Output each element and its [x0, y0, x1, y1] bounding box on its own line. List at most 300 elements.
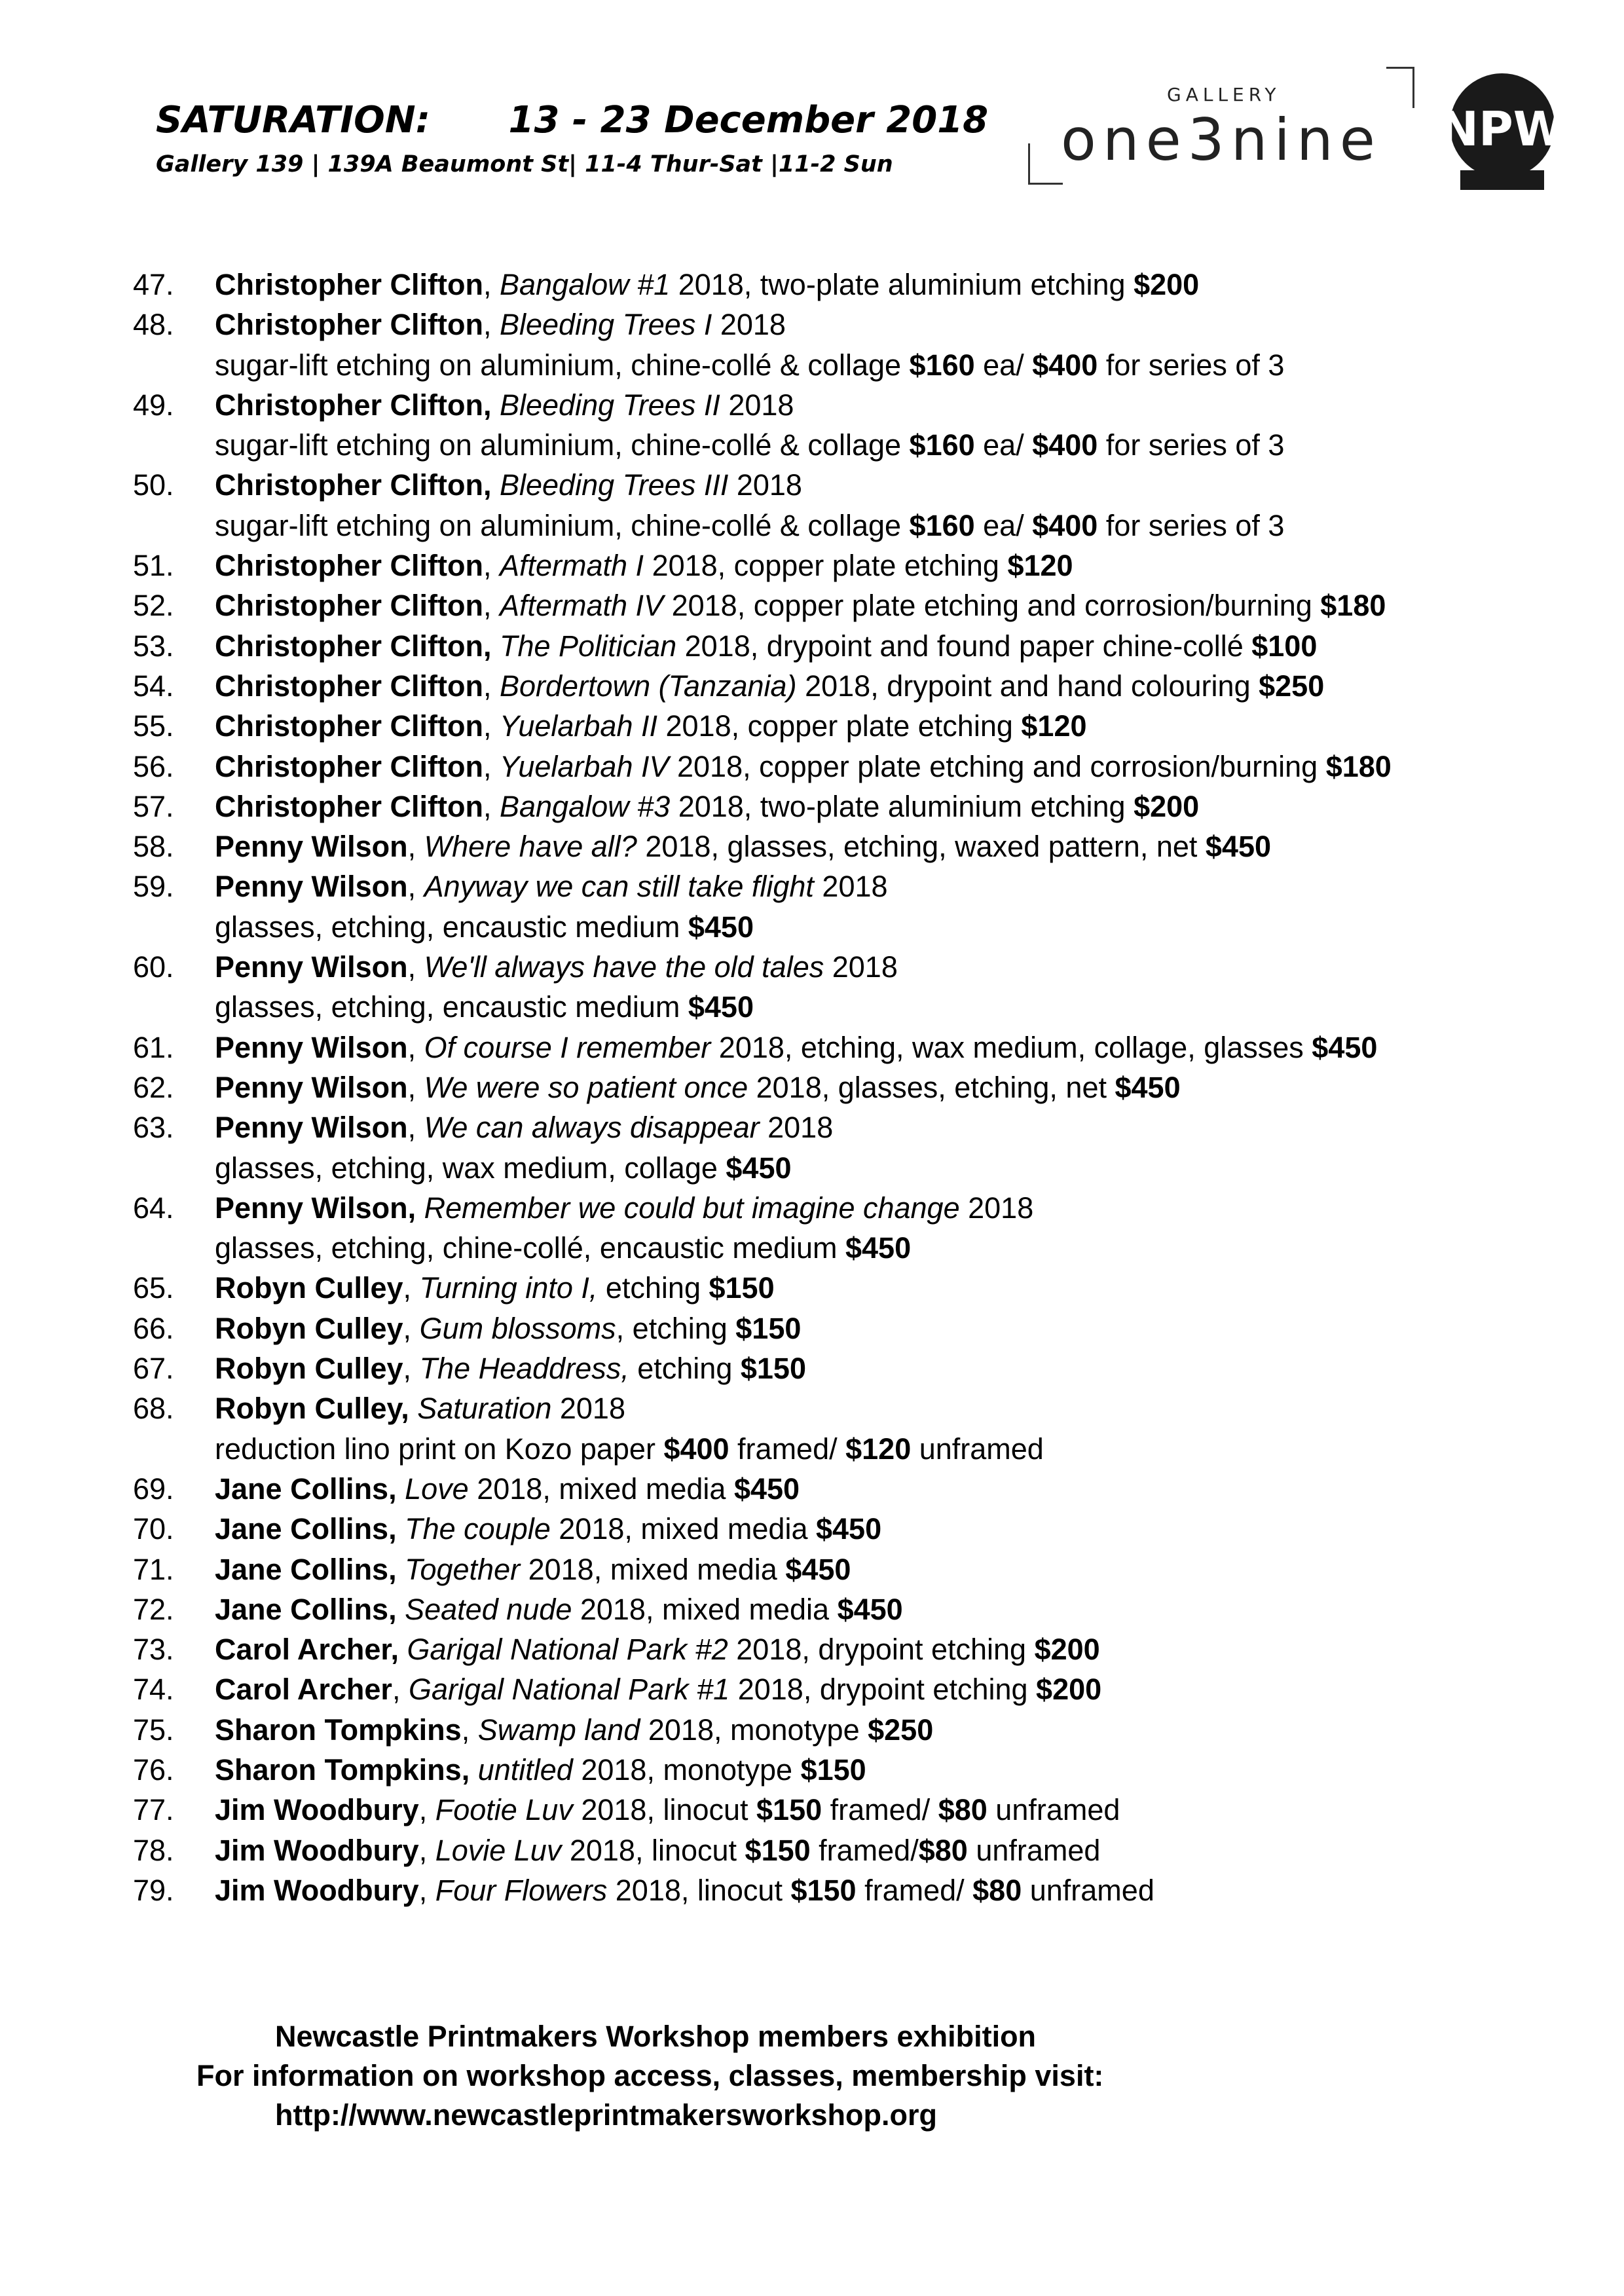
item-number: 68.: [133, 1392, 174, 1426]
item-description: [215, 1268, 775, 1308]
list-item: [133, 1268, 1574, 1308]
artwork-details: 2018: [551, 1392, 625, 1426]
artwork-price: $450: [785, 1552, 851, 1586]
artwork-title: Bangalow #1: [499, 268, 671, 301]
artwork-price: $250: [868, 1713, 934, 1747]
item-description: [215, 1067, 1181, 1107]
list-item-continuation: [133, 345, 1574, 385]
item-description: [215, 947, 898, 987]
artist-name: Christopher Clifton,: [215, 468, 492, 502]
artwork-medium: reduction lino print on Kozo paper: [215, 1432, 664, 1466]
artwork-details: 2018: [959, 1191, 1034, 1225]
item-description: [215, 1830, 1100, 1870]
artwork-price: $150: [735, 1311, 802, 1345]
item-number: 71.: [133, 1552, 174, 1586]
list-item-continuation: [133, 907, 1574, 947]
artwork-title: Garigal National Park #1: [408, 1673, 730, 1707]
list-item: [133, 1589, 1574, 1629]
list-item: [133, 1750, 1574, 1790]
artwork-details: 2018: [824, 950, 898, 984]
item-description: [215, 1870, 1154, 1910]
artwork-title: Bleeding Trees I: [499, 308, 712, 342]
artwork-details: 2018: [712, 308, 786, 342]
artwork-details: 2018, drypoint and found paper chine-collé: [676, 629, 1252, 663]
item-number: 59.: [133, 870, 174, 904]
artwork-details: etching: [597, 1271, 709, 1305]
separator: ,: [403, 1271, 420, 1305]
artwork-price: $450: [1312, 1030, 1378, 1064]
item-description: [215, 585, 1386, 625]
item-description-continued: [215, 425, 1284, 465]
separator: ,: [392, 1673, 409, 1707]
artwork-details: 2018: [720, 388, 794, 422]
list-item-continuation: [133, 987, 1574, 1027]
item-number: 57.: [133, 789, 174, 823]
artwork-details: 2018, glasses, etching, waxed pattern, net: [637, 830, 1206, 864]
item-description-continued: [215, 345, 1284, 385]
item-description: [215, 866, 888, 906]
item-number: 79.: [133, 1873, 174, 1907]
artwork-list: [133, 265, 1574, 1910]
list-item-continuation: [133, 506, 1574, 546]
artwork-price: $150: [709, 1271, 775, 1305]
item-description-continued: [215, 506, 1284, 546]
list-item: [133, 666, 1574, 706]
artist-name: Sharon Tompkins: [215, 1713, 462, 1747]
item-description-continued: [215, 1148, 792, 1188]
list-item: [133, 1830, 1574, 1870]
artwork-details: 2018, drypoint and hand colouring: [796, 669, 1259, 703]
item-number: 62.: [133, 1070, 174, 1104]
item-number: 51.: [133, 549, 174, 583]
artwork-details: , etching: [616, 1311, 736, 1345]
separator: ,: [418, 1793, 435, 1827]
separator: ,: [483, 709, 500, 743]
item-description: [215, 1348, 806, 1388]
list-item: [133, 1308, 1574, 1348]
item-description: [215, 666, 1324, 706]
artwork-price: $150: [790, 1873, 857, 1907]
artwork-medium: glasses, etching, wax medium, collage: [215, 1151, 726, 1185]
artwork-price: $450: [688, 990, 754, 1024]
list-item: [133, 1509, 1574, 1549]
separator: ,: [407, 870, 424, 904]
artwork-details: 2018, linocut: [561, 1833, 745, 1867]
separator: ,: [483, 789, 500, 823]
artwork-medium: sugar-lift etching on aluminium, chine-collé & collage: [215, 428, 910, 462]
separator: ,: [407, 1070, 424, 1104]
list-item: [133, 787, 1574, 826]
list-item: [133, 866, 1574, 906]
list-item: [133, 1348, 1574, 1388]
artwork-title: Seated nude: [405, 1592, 572, 1626]
artist-name: Jim Woodbury: [215, 1873, 419, 1907]
artwork-medium: sugar-lift etching on aluminium, chine-collé & collage: [215, 348, 910, 382]
list-item: [133, 1188, 1574, 1228]
price-note: framed/: [810, 1833, 919, 1867]
item-number: 54.: [133, 669, 174, 703]
item-description: [215, 1549, 851, 1589]
artwork-title: Aftermath I: [499, 549, 644, 583]
artwork-details: 2018, copper plate etching and corrosion/burning: [663, 589, 1321, 623]
artwork-price: $200: [1036, 1673, 1102, 1707]
separator: ,: [418, 1873, 435, 1907]
item-description: [215, 1028, 1377, 1067]
artwork-title: The Headdress,: [419, 1352, 629, 1386]
artwork-title: The Politician: [499, 629, 677, 663]
artist-name: Robyn Culley: [215, 1271, 403, 1305]
artwork-title: Where have all?: [424, 830, 637, 864]
artwork-price-alt: $80: [938, 1793, 987, 1827]
item-number: 66.: [133, 1311, 174, 1345]
gallery-one3nine-logo: [1022, 64, 1414, 195]
list-item-continuation: [133, 1228, 1574, 1268]
artwork-title: Turning into I,: [419, 1271, 598, 1305]
item-description: [215, 1308, 801, 1348]
separator: ,: [418, 1833, 435, 1867]
footer-exhibition-line: Newcastle Printmakers Workshop members exhibition: [275, 2020, 1037, 2053]
artwork-title: Gum blossoms: [419, 1311, 616, 1345]
artwork-medium: glasses, etching, chine-collé, encaustic medium: [215, 1231, 845, 1265]
item-number: 77.: [133, 1793, 174, 1827]
artwork-price: $150: [740, 1352, 806, 1386]
artwork-details: 2018: [728, 468, 802, 502]
separator: ,: [483, 268, 500, 301]
item-description-continued: [215, 987, 754, 1027]
item-description: [215, 706, 1087, 746]
artist-name: Jim Woodbury: [215, 1833, 419, 1867]
artwork-details: 2018, copper plate etching: [644, 549, 1008, 583]
artwork-medium: sugar-lift etching on aluminium, chine-collé & collage: [215, 508, 910, 542]
separator: ,: [483, 669, 500, 703]
item-description-continued: [215, 907, 754, 947]
price-note: for series of 3: [1098, 348, 1285, 382]
item-number: 61.: [133, 1030, 174, 1064]
item-number: 69.: [133, 1472, 174, 1506]
artwork-price: $160: [909, 348, 975, 382]
item-description: [215, 465, 802, 505]
item-number: 78.: [133, 1833, 174, 1867]
price-note: framed/: [729, 1432, 846, 1466]
item-number: 48.: [133, 308, 174, 342]
item-description: [215, 1669, 1101, 1709]
separator: ,: [403, 1311, 420, 1345]
artwork-title: Of course I remember: [424, 1030, 711, 1064]
artwork-title: Bordertown (Tanzania): [499, 669, 797, 703]
artwork-details: 2018, etching, wax medium, collage, glasses: [710, 1030, 1312, 1064]
artwork-details: 2018, monotype: [572, 1752, 801, 1787]
artwork-details: 2018, mixed media: [572, 1592, 838, 1626]
list-item: [133, 747, 1574, 787]
artist-name: Penny Wilson: [215, 1070, 408, 1104]
item-description: [215, 1188, 1033, 1228]
artwork-price: $450: [1115, 1070, 1181, 1104]
item-number: 56.: [133, 749, 174, 783]
list-item: [133, 1067, 1574, 1107]
item-description: [215, 1629, 1100, 1669]
artwork-title: Yuelarbah IV: [499, 749, 669, 783]
artwork-price-alt: $400: [1032, 348, 1098, 382]
separator: [397, 1512, 405, 1546]
artwork-details: 2018, linocut: [607, 1873, 791, 1907]
item-number: 74.: [133, 1673, 174, 1707]
logo-bracket-top-right: [1386, 67, 1414, 108]
artwork-title: Bangalow #3: [499, 789, 671, 823]
list-item: [133, 385, 1574, 425]
artwork-price: $450: [733, 1472, 800, 1506]
list-item: [133, 585, 1574, 625]
artist-name: Penny Wilson: [215, 1030, 408, 1064]
artwork-medium: glasses, etching, encaustic medium: [215, 910, 688, 944]
artwork-price: $400: [663, 1432, 729, 1466]
artwork-details: 2018, copper plate etching and corrosion/burning: [669, 749, 1326, 783]
npw-logo-text: NPW: [1439, 102, 1566, 157]
item-description-continued: [215, 1228, 911, 1268]
separator: ,: [483, 549, 500, 583]
list-item: [133, 1669, 1574, 1709]
title-text: SATURATION:: [156, 99, 430, 141]
artist-name: Christopher Clifton: [215, 549, 483, 583]
separator: ,: [483, 308, 500, 342]
item-description: [215, 546, 1073, 585]
artist-name: Jim Woodbury: [215, 1793, 419, 1827]
artwork-title: Love: [405, 1472, 469, 1506]
artwork-title: untitled: [477, 1752, 573, 1787]
item-description: [215, 265, 1199, 305]
price-note: ea/: [974, 428, 1033, 462]
separator: [397, 1593, 405, 1626]
item-number: 75.: [133, 1713, 174, 1747]
artwork-details: 2018, copper plate etching: [657, 709, 1022, 743]
logo-gallery-word: GALLERY: [1167, 84, 1281, 105]
artist-name: Robyn Culley,: [215, 1392, 409, 1426]
artwork-price: $200: [1034, 1633, 1100, 1667]
artwork-price-alt: $400: [1032, 508, 1098, 542]
npw-logo: [1439, 72, 1566, 195]
item-number: 63.: [133, 1111, 174, 1145]
separator: ,: [403, 1352, 420, 1386]
price-note: framed/: [856, 1873, 973, 1907]
list-item: [133, 1549, 1574, 1589]
artwork-price: $160: [909, 428, 975, 462]
exhibition-dates: 13 - 23 December 2018: [508, 99, 989, 141]
artwork-price: $180: [1320, 589, 1386, 623]
item-description: [215, 1710, 933, 1750]
artist-name: Carol Archer: [215, 1673, 392, 1707]
list-item: [133, 626, 1574, 666]
artwork-price: $250: [1259, 669, 1325, 703]
artist-name: Christopher Clifton: [215, 268, 483, 301]
artwork-details: 2018: [759, 1111, 834, 1145]
list-item: [133, 1388, 1574, 1428]
separator: [491, 468, 500, 502]
artwork-title: Garigal National Park #2: [407, 1633, 728, 1667]
separator: [397, 1472, 405, 1506]
price-note: framed/: [822, 1793, 938, 1827]
item-number: 52.: [133, 589, 174, 623]
item-description-continued: [215, 1429, 1044, 1469]
artist-name: Penny Wilson: [215, 870, 408, 904]
footer: [196, 2017, 1310, 2135]
artwork-price: $120: [1007, 549, 1073, 583]
price-note: for series of 3: [1098, 428, 1285, 462]
price-note: unframed: [967, 1833, 1101, 1867]
list-item: [133, 546, 1574, 585]
item-description: [215, 305, 786, 344]
logo-gallery-name: one3nine: [1061, 106, 1382, 174]
artist-name: Jane Collins,: [215, 1512, 397, 1546]
artist-name: Sharon Tompkins,: [215, 1752, 470, 1787]
price-note: for series of 3: [1098, 508, 1285, 542]
artist-name: Robyn Culley: [215, 1352, 403, 1386]
separator: ,: [483, 749, 500, 783]
list-item-continuation: [133, 1429, 1574, 1469]
artwork-price: $450: [726, 1151, 792, 1185]
artist-name: Jane Collins,: [215, 1552, 397, 1586]
item-number: 58.: [133, 830, 174, 864]
artwork-title: We were so patient once: [424, 1070, 748, 1104]
item-number: 47.: [133, 268, 174, 301]
artwork-title: The couple: [405, 1512, 551, 1546]
separator: ,: [461, 1713, 478, 1747]
list-item: [133, 947, 1574, 987]
price-note: unframed: [911, 1432, 1044, 1466]
artwork-price: $450: [816, 1512, 882, 1546]
artwork-price: $100: [1251, 629, 1318, 663]
artwork-title: We'll always have the old tales: [424, 950, 824, 984]
artist-name: Carol Archer,: [215, 1633, 399, 1667]
artwork-price: $450: [1205, 830, 1272, 864]
artwork-price-alt: $400: [1032, 428, 1098, 462]
list-item: [133, 1469, 1574, 1509]
separator: [397, 1553, 405, 1586]
artwork-title: Swamp land: [477, 1713, 640, 1747]
artist-name: Penny Wilson: [215, 950, 408, 984]
separator: ,: [483, 589, 500, 623]
price-note: ea/: [974, 508, 1033, 542]
item-number: 49.: [133, 388, 174, 422]
artwork-details: 2018, mixed media: [550, 1512, 816, 1546]
artwork-title: Four Flowers: [435, 1873, 608, 1907]
artwork-title: Remember we could but imagine change: [424, 1191, 960, 1225]
separator: ,: [407, 950, 424, 984]
item-description: [215, 826, 1271, 866]
venue-hours: Gallery 139 | 139A Beaumont St| 11-4 Thur-Sat |11-2 Sun: [156, 151, 893, 177]
artwork-price: $450: [845, 1231, 912, 1265]
separator: ,: [407, 830, 424, 864]
list-item: [133, 1870, 1574, 1910]
artwork-title: Together: [405, 1552, 521, 1586]
artwork-title: Saturation: [417, 1392, 552, 1426]
item-description: [215, 626, 1317, 666]
artwork-details: 2018, two-plate aluminium etching: [670, 789, 1134, 823]
price-note: unframed: [1022, 1873, 1154, 1907]
artwork-price: $450: [837, 1592, 903, 1626]
item-description: [215, 1589, 903, 1629]
artwork-price: $180: [1325, 749, 1392, 783]
item-number: 67.: [133, 1352, 174, 1386]
artwork-price: $160: [909, 508, 975, 542]
artist-name: Penny Wilson: [215, 830, 408, 864]
artist-name: Christopher Clifton: [215, 709, 483, 743]
list-item: [133, 826, 1574, 866]
separator: ,: [407, 1111, 424, 1145]
item-number: 55.: [133, 709, 174, 743]
list-item: [133, 265, 1574, 305]
item-description: [215, 385, 794, 425]
artwork-details: 2018, monotype: [640, 1713, 868, 1747]
artist-name: Christopher Clifton: [215, 669, 483, 703]
artist-name: Jane Collins,: [215, 1592, 397, 1626]
separator: [409, 1392, 418, 1425]
item-description: [215, 787, 1199, 826]
list-item-continuation: [133, 1148, 1574, 1188]
artwork-price: $120: [1021, 709, 1087, 743]
artist-name: Christopher Clifton: [215, 749, 483, 783]
item-description: [215, 1388, 625, 1428]
artist-name: Jane Collins,: [215, 1472, 397, 1506]
artist-name: Penny Wilson,: [215, 1191, 416, 1225]
list-item: [133, 1710, 1574, 1750]
item-description: [215, 1469, 800, 1509]
list-item: [133, 1790, 1574, 1830]
artist-name: Christopher Clifton: [215, 589, 483, 623]
artwork-title: Yuelarbah II: [499, 709, 657, 743]
price-note: unframed: [987, 1793, 1120, 1827]
artwork-title: Bleeding Trees II: [499, 388, 720, 422]
artwork-details: 2018: [813, 870, 888, 904]
list-item-continuation: [133, 425, 1574, 465]
artwork-price: $200: [1134, 789, 1200, 823]
artist-name: Christopher Clifton: [215, 789, 483, 823]
list-item: [133, 706, 1574, 746]
item-number: 60.: [133, 950, 174, 984]
artwork-details: 2018, mixed media: [520, 1552, 786, 1586]
artwork-medium: glasses, etching, encaustic medium: [215, 990, 688, 1024]
item-number: 72.: [133, 1592, 174, 1626]
item-description: [215, 1509, 881, 1549]
item-description: [215, 1790, 1120, 1830]
artwork-title: Anyway we can still take flight: [424, 870, 814, 904]
item-description: [215, 1107, 833, 1147]
item-number: 65.: [133, 1271, 174, 1305]
artwork-title: Lovie Luv: [435, 1833, 562, 1867]
item-number: 73.: [133, 1633, 174, 1667]
artwork-details: 2018, linocut: [572, 1793, 757, 1827]
item-number: 50.: [133, 468, 174, 502]
artwork-title: We can always disappear: [424, 1111, 760, 1145]
artwork-title: Footie Luv: [435, 1793, 573, 1827]
artist-name: Christopher Clifton: [215, 308, 483, 342]
list-item: [133, 1028, 1574, 1067]
item-number: 64.: [133, 1191, 174, 1225]
separator: [416, 1191, 424, 1225]
artwork-title: Aftermath IV: [499, 589, 664, 623]
artist-name: Christopher Clifton,: [215, 629, 492, 663]
artist-name: Christopher Clifton,: [215, 388, 492, 422]
artwork-details: 2018, drypoint etching: [728, 1633, 1035, 1667]
separator: [399, 1633, 407, 1666]
artwork-price-alt: $80: [918, 1833, 968, 1867]
footer-website-link[interactable]: http://www.newcastleprintmakersworkshop.org: [275, 2098, 938, 2132]
item-number: 53.: [133, 629, 174, 663]
separator: ,: [407, 1030, 424, 1064]
artist-name: Robyn Culley: [215, 1311, 403, 1345]
artwork-price-alt: $80: [972, 1873, 1022, 1907]
artwork-price-alt: $120: [845, 1432, 912, 1466]
artwork-details: 2018, mixed media: [468, 1472, 734, 1506]
logo-bracket-bottom-left: [1028, 143, 1063, 185]
